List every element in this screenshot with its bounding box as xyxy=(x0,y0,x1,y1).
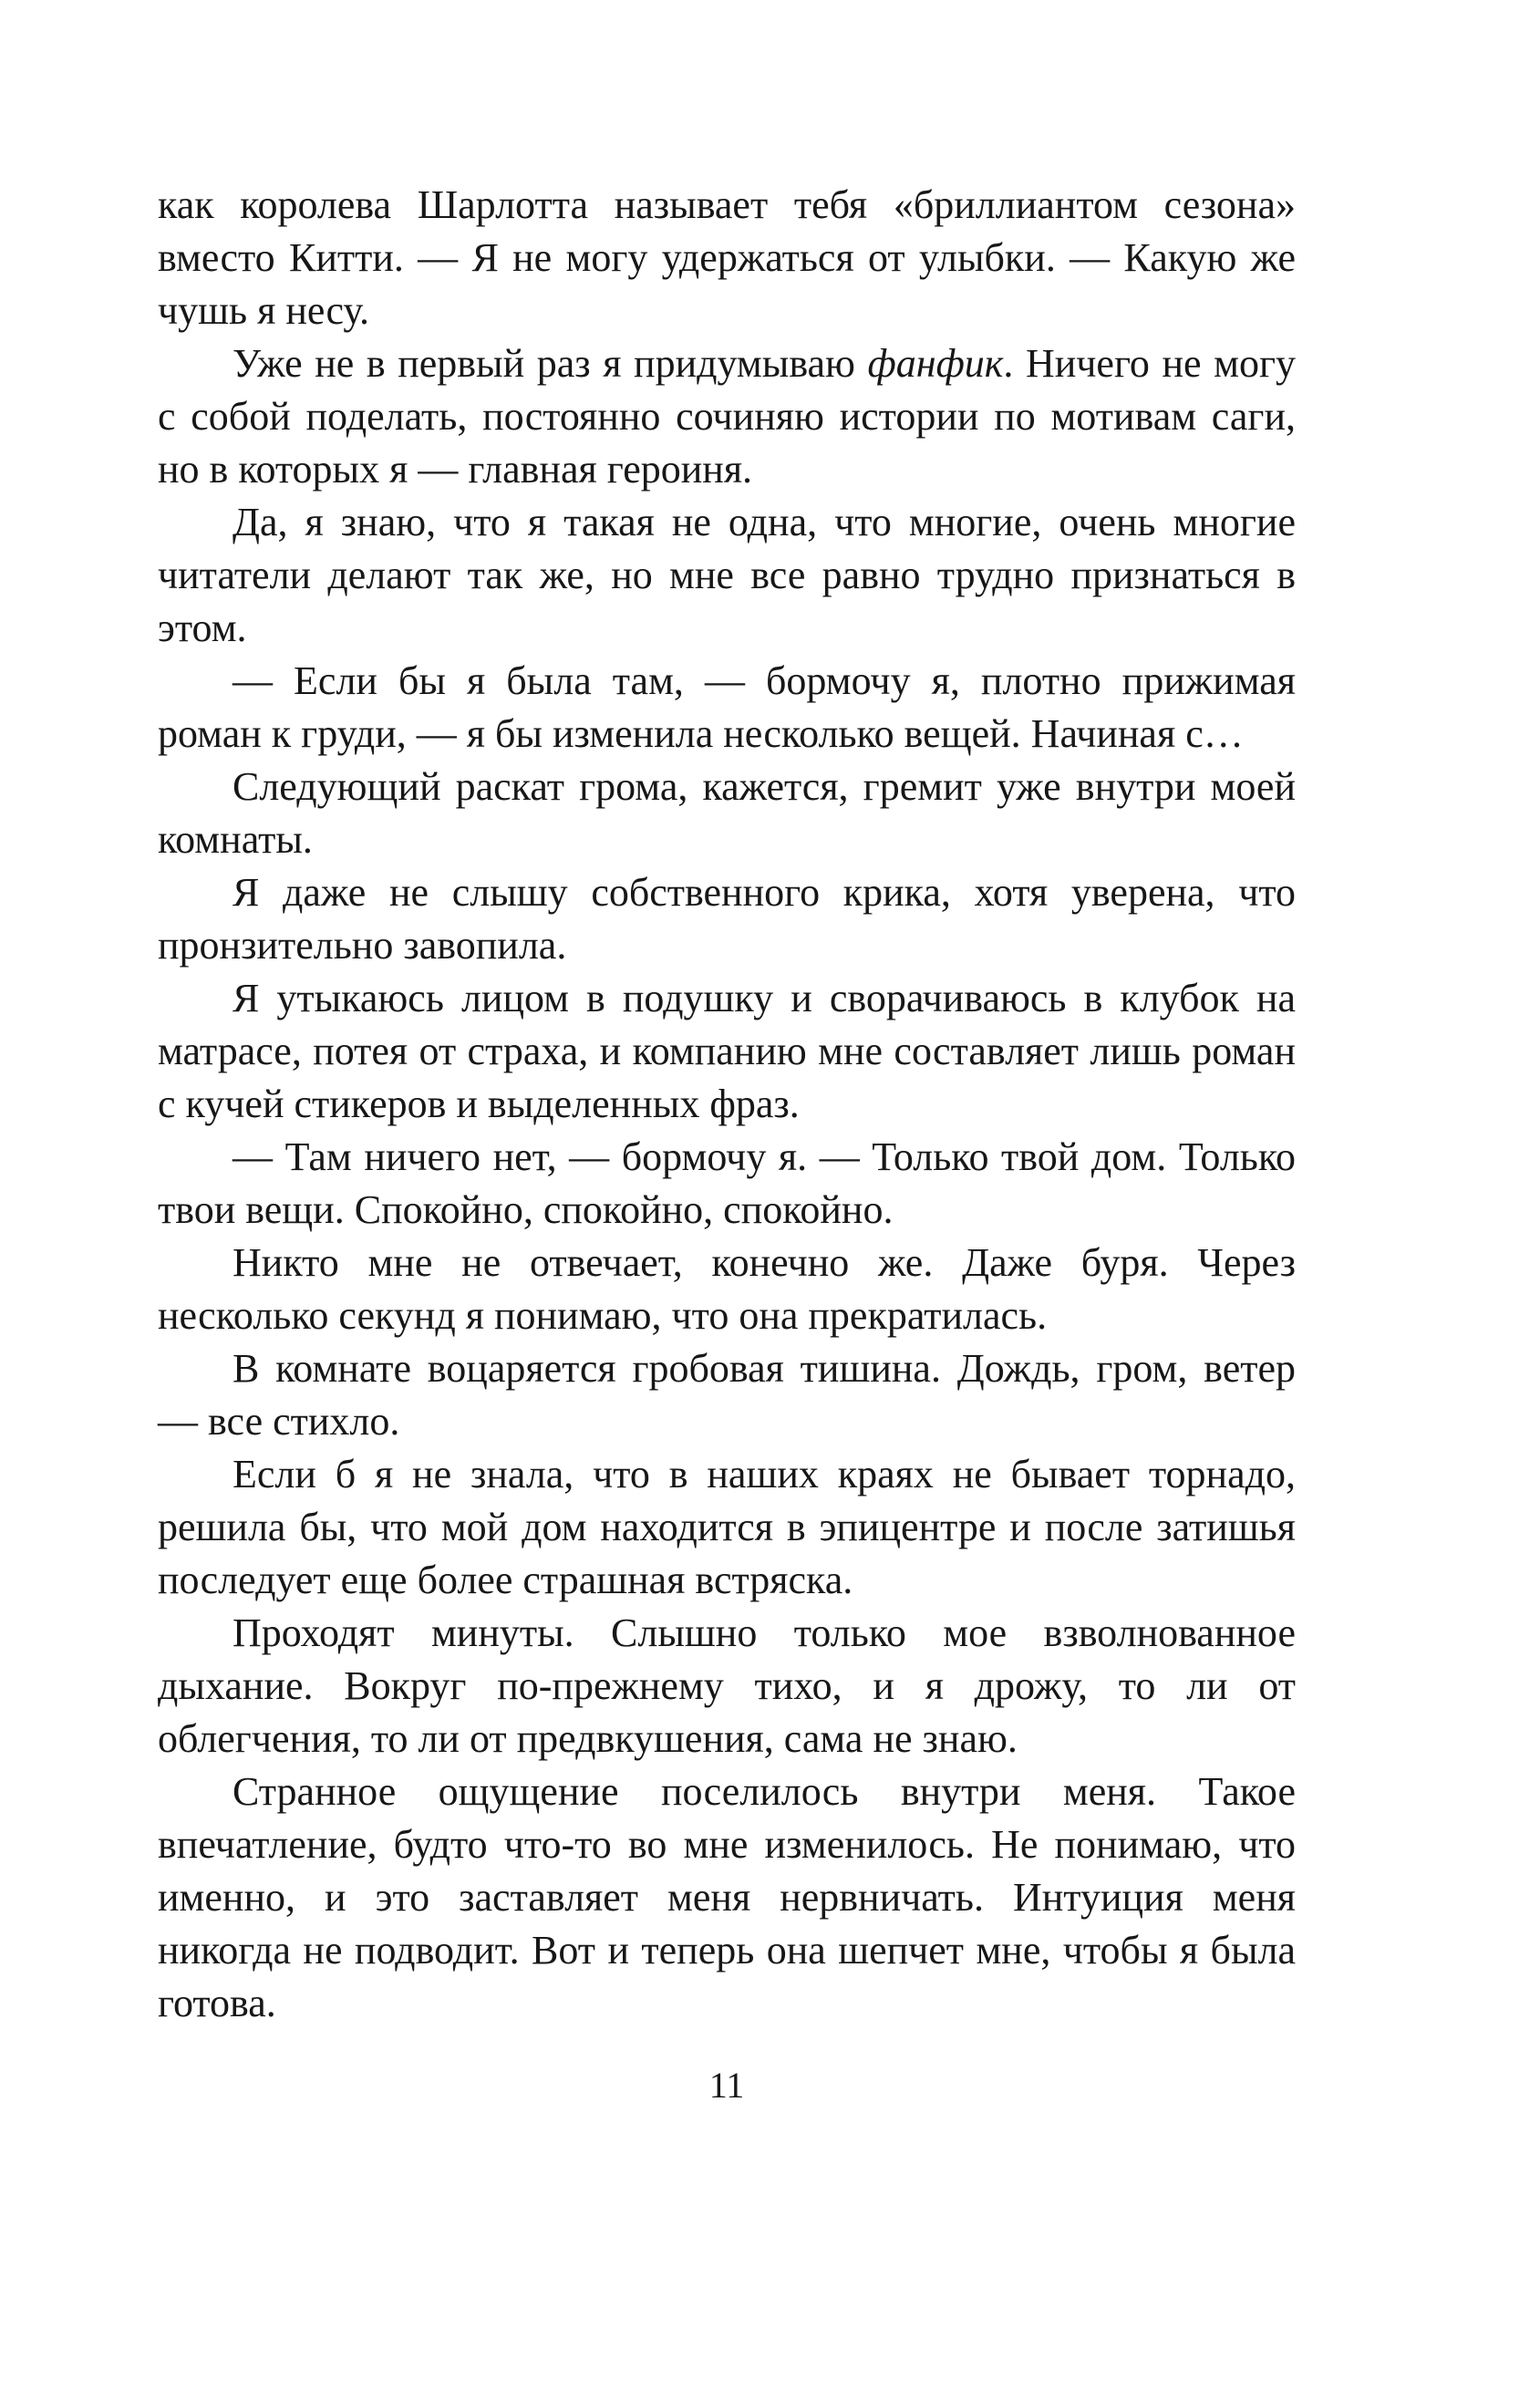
text-block xyxy=(158,179,1296,2030)
body-text: Никто мне не отвечает, конечно же. Даже буря. Через несколько секунд я понимаю, что она прекратилась. xyxy=(158,1240,1296,1338)
paragraph xyxy=(158,1237,1296,1342)
paragraph xyxy=(158,1131,1296,1237)
body-text: — Там ничего нет, — бормочу я. — Только твой дом. Только твои вещи. Спокойно, спокойно, спокойно. xyxy=(158,1134,1296,1232)
paragraph xyxy=(158,496,1296,655)
page-number: 11 xyxy=(708,2065,745,2106)
body-text: Проходят минуты. Слышно только мое взволнованное дыхание. Вокруг по-прежнему тихо, и я дрожу, то ли от облегчения, то ли от предвкушения, сама не знаю. xyxy=(158,1610,1296,1761)
body-text: Уже не в первый раз я придумываю xyxy=(233,341,868,386)
body-text: В комнате воцаряется гробовая тишина. Дождь, гром, ветер — все стихло. xyxy=(158,1346,1296,1444)
paragraph xyxy=(158,655,1296,761)
paragraph xyxy=(158,179,1296,337)
body-text: Я утыкаюсь лицом в подушку и сворачиваюсь в клубок на матрасе, потея от страха, и компанию мне составляет лишь роман с кучей стикеров и выделенных фраз. xyxy=(158,976,1296,1126)
body-text: как королева Шарлотта называет тебя «бриллиантом сезона» вместо Китти. — Я не могу удержаться от улыбки. — Какую же чушь я несу. xyxy=(158,182,1296,333)
paragraph xyxy=(158,866,1296,972)
paragraph xyxy=(158,761,1296,866)
body-text: Следующий раскат грома, кажется, гремит уже внутри моей комнаты. xyxy=(158,764,1296,862)
body-text: Я даже не слышу собственного крика, хотя уверена, что пронзительно завопила. xyxy=(158,870,1296,968)
paragraph xyxy=(158,1607,1296,1766)
body-text: . Ничего не могу с собой поделать, постоянно сочиняю истории по мотивам саги, но в которых я — главная героиня. xyxy=(158,341,1296,492)
paragraph xyxy=(158,1766,1296,2030)
paragraph xyxy=(158,337,1296,496)
body-text: Да, я знаю, что я такая не одна, что многие, очень многие читатели делают так же, но мне все равно трудно признаться в этом. xyxy=(158,500,1296,650)
body-text: Странное ощущение поселилось внутри меня. Такое впечатление, будто что-то во мне изменилось. Не понимаю, что именно, и это заставляет меня нервничать. Интуиция меня никогда не подводит. Вот и теперь она шепчет мне, чтобы я была готова. xyxy=(158,1769,1296,2025)
paragraph xyxy=(158,1342,1296,1448)
body-text: Если б я не знала, что в наших краях не бывает торнадо, решила бы, что мой дом находится в эпицентре и после затишья последует еще более страшная встряска. xyxy=(158,1452,1296,1602)
body-text: — Если бы я была там, — бормочу я, плотно прижимая роман к груди, — я бы изменила несколько вещей. Начиная с… xyxy=(158,658,1296,756)
paragraph xyxy=(158,972,1296,1131)
paragraph xyxy=(158,1448,1296,1607)
italic-text: фанфик xyxy=(867,341,1004,386)
